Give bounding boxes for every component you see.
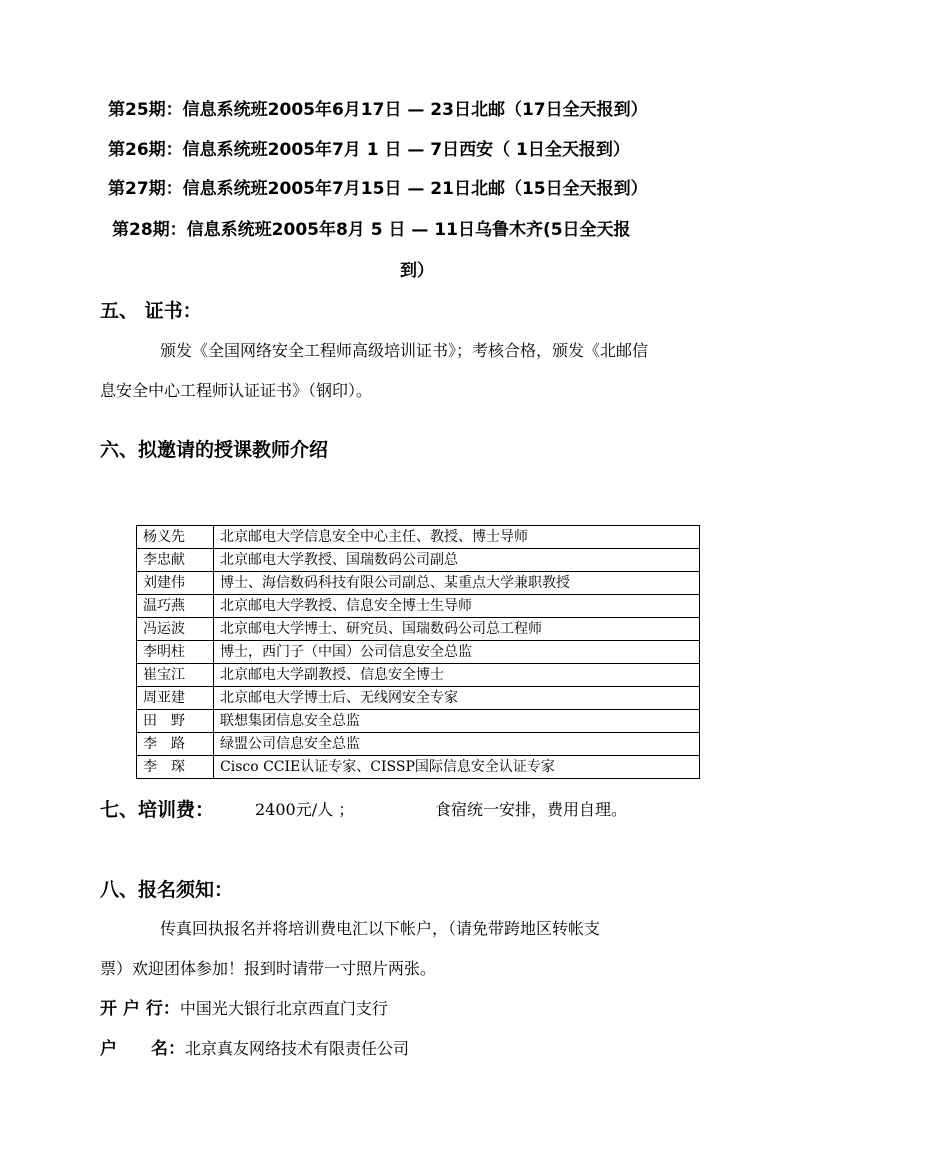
teacher-name: 李 路 <box>137 733 214 756</box>
teacher-row <box>137 710 700 733</box>
schedule-line-28: 第28期：信息系统班2005年8月 5 日 — 11日乌鲁木齐(5日全天报 <box>112 220 631 240</box>
schedule-line-28-cont: 到） <box>400 261 434 281</box>
section8-paragraph-line1: 传真回执报名并将培训费电汇以下帐户，（请免带跨地区转帐支 <box>160 919 601 938</box>
teacher-description: 博士，西门子（中国）公司信息安全总监 <box>214 641 700 664</box>
teacher-name: 温巧燕 <box>137 595 214 618</box>
fee-note: 食宿统一安排，费用自理。 <box>435 800 628 819</box>
teachers-table <box>136 525 700 779</box>
teacher-row <box>137 733 700 756</box>
teacher-row <box>137 756 700 779</box>
teacher-description: 博士、海信数码科技有限公司副总、某重点大学兼职教授 <box>214 572 700 595</box>
teacher-description: 北京邮电大学教授、信息安全博士生导师 <box>214 595 700 618</box>
teacher-name: 李 琛 <box>137 756 214 779</box>
teacher-description: 北京邮电大学信息安全中心主任、教授、博士导师 <box>214 526 700 549</box>
bank-value: 中国光大银行北京西直门支行 <box>179 999 388 1018</box>
section5-paragraph-line2: 息安全中心工程师认证证书》（钢印）。 <box>100 381 373 400</box>
section5-heading: 五、 证书： <box>100 300 202 322</box>
teacher-name: 崔宝江 <box>137 664 214 687</box>
teacher-name: 李明柱 <box>137 641 214 664</box>
teacher-description: 北京邮电大学博士、研究员、国瑞数码公司总工程师 <box>214 618 700 641</box>
teachers-table-body <box>137 526 700 779</box>
teacher-row <box>137 664 700 687</box>
account-name-row <box>100 1037 409 1061</box>
section6-heading: 六、拟邀请的授课教师介绍 <box>100 439 329 461</box>
teacher-row <box>137 618 700 641</box>
teacher-row <box>137 526 700 549</box>
training-fee: 2400元/人 ； <box>255 800 355 819</box>
schedule-line-25: 第25期：信息系统班2005年6月17日 — 23日北邮（17日全天报到） <box>108 100 648 120</box>
account-name-label: 户 名： <box>100 1039 185 1059</box>
teacher-row <box>137 595 700 618</box>
teacher-name: 周亚建 <box>137 687 214 710</box>
teacher-row <box>137 572 700 595</box>
teacher-name: 刘建伟 <box>137 572 214 595</box>
teacher-description: 北京邮电大学副教授、信息安全博士 <box>214 664 700 687</box>
teacher-description: 北京邮电大学教授、国瑞数码公司副总 <box>214 549 700 572</box>
teacher-name: 杨义先 <box>137 526 214 549</box>
section8-heading: 八、报名须知： <box>100 879 234 901</box>
schedule-line-26: 第26期：信息系统班2005年7月 1 日 — 7日西安（ 1日全天报到） <box>108 140 630 160</box>
section5-paragraph-line1: 颁发《全国网络安全工程师高级培训证书》；考核合格，颁发《北邮信 <box>160 341 649 360</box>
section7-heading: 七、培训费： <box>100 799 215 821</box>
teacher-description: 联想集团信息安全总监 <box>214 710 700 733</box>
account-name-value: 北京真友网络技术有限责任公司 <box>185 1039 410 1058</box>
bank-label: 开 户 行： <box>100 999 180 1019</box>
teacher-row <box>137 549 700 572</box>
teacher-row <box>137 687 700 710</box>
teacher-row <box>137 641 700 664</box>
teacher-description: 北京邮电大学博士后、无线网安全专家 <box>214 687 700 710</box>
teacher-name: 李忠献 <box>137 549 214 572</box>
teacher-name: 冯运波 <box>137 618 214 641</box>
teacher-description: Cisco CCIE认证专家、CISSP国际信息安全认证专家 <box>214 756 700 779</box>
teacher-description: 绿盟公司信息安全总监 <box>214 733 700 756</box>
teacher-name: 田 野 <box>137 710 214 733</box>
section8-paragraph-line2: 票）欢迎团体参加！报到时请带一寸照片两张。 <box>100 959 437 978</box>
schedule-line-27: 第27期：信息系统班2005年7月15日 — 21日北邮（15日全天报到） <box>108 179 648 199</box>
bank-row <box>100 997 388 1021</box>
